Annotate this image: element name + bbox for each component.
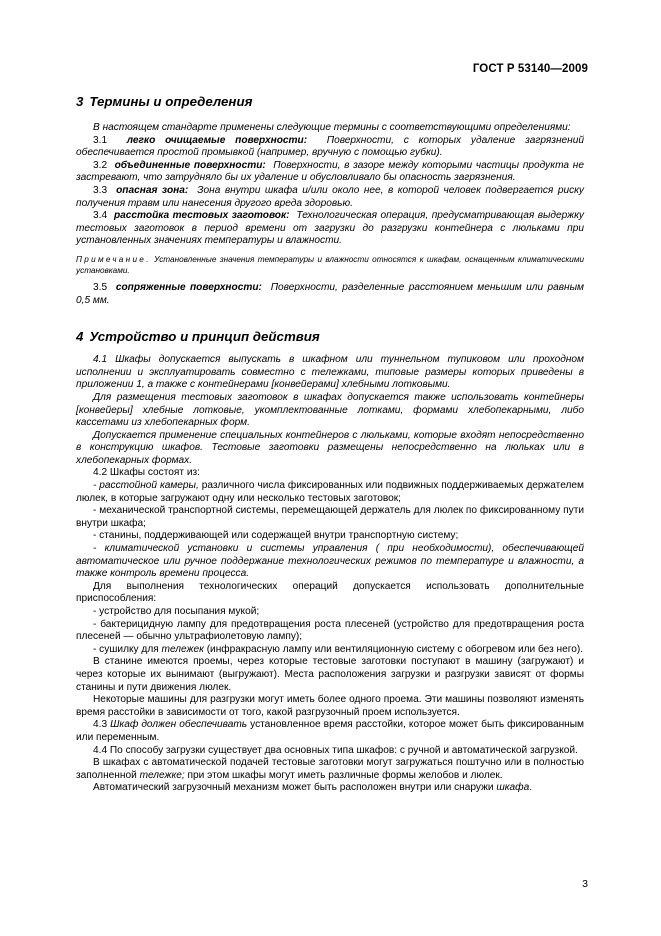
list-item: - бактерицидную лампу для предотвращения роста плесеней (устройство для предотвращения роста плесеней — обычно ультрафиолетовую лампу); bbox=[76, 618, 584, 643]
term-definition: Поверхности, с которых удаление загрязнений обеспечивается простой промывкой (например, вручную с помощью губки). bbox=[76, 134, 584, 159]
term-definition: Поверхности, разделенные расстоянием меньшим или равным 0,5 мм. bbox=[76, 281, 584, 306]
term-3-2 bbox=[76, 160, 584, 185]
term-number: 3.3 bbox=[93, 184, 108, 196]
paragraph-text: В шкафах с автоматической подачей тестовые заготовки могут загружаться поштучно или в полностью заполненной bbox=[76, 757, 584, 781]
paragraph-emphasis: Шкаф должен обеспечивать bbox=[110, 719, 248, 731]
paragraph-4-3 bbox=[76, 719, 584, 744]
paragraph: Некоторые машины для разгрузки могут иметь более одного проема. Эти машины позволяют изменять время расстойки в зависимости от того, какой разгрузочный проем используется. bbox=[76, 694, 584, 718]
paragraph-text: 4.3 bbox=[93, 719, 111, 731]
term-number: 3.2 bbox=[93, 159, 108, 171]
term-name: расстойка тестовых заготовок: bbox=[113, 210, 290, 222]
paragraph-4-4: 4.4 По способу загрузки существует два основных типа шкафов: с ручной и автоматической загрузкой. bbox=[93, 744, 578, 756]
list-item: - механической транспортной системы, перемещающей держатель для люлек по фиксированному пути внутри шкафа; bbox=[76, 505, 584, 529]
document-code: ГОСТ Р 53140—2009 bbox=[472, 63, 588, 75]
term-name: объединенные поверхности: bbox=[114, 159, 266, 171]
section-3-intro: В настоящем стандарте применены следующие термины с соответствующими определениями: bbox=[93, 122, 571, 133]
paragraph bbox=[76, 757, 584, 782]
section-3-heading bbox=[76, 94, 584, 110]
note bbox=[76, 254, 584, 276]
section-3-title: Термины и определения bbox=[89, 94, 253, 109]
note-text: Установленные значения температуры и влажности относятся к шкафам, оснащенным климатическими установками. bbox=[76, 254, 585, 275]
term-definition: Поверхности, в зазоре между которыми частицы продукта не застревают, что затрудняло бы их удаление и обусловливало бы опасность загрязнения. bbox=[76, 159, 584, 184]
section-3-number: 3 bbox=[76, 94, 84, 109]
section-4-title: Устройство и принцип действия bbox=[89, 329, 320, 345]
section-4-heading bbox=[76, 329, 584, 345]
paragraph: Для размещения тестовых заготовок в шкафах допускается также использовать контейнеры [конвейеры] хлебные лотковые, укомплектованные лотками, формами хлебопекарными, либо кассетами из хлебопекарных форм. bbox=[76, 391, 584, 429]
term-3-3 bbox=[76, 185, 584, 210]
paragraph-4-2: 4.2 Шкафы состоят из: bbox=[93, 467, 200, 479]
section-4-number: 4 bbox=[76, 329, 84, 345]
term-number: 3.1 bbox=[93, 134, 108, 146]
paragraph-text: Автоматический загрузочный механизм может быть расположен внутри или снаружи bbox=[93, 782, 497, 794]
term-definition: Технологическая операция, предусматривающая выдержку тестовых заготовок в период времени от загрузки до разгрузки контейнера с люльками при установленных значениях температуры и влажности. bbox=[76, 210, 584, 247]
list-item bbox=[76, 480, 584, 505]
list-item bbox=[76, 644, 584, 657]
list-item-emphasis: - расстойной камеры, bbox=[93, 480, 199, 492]
term-number: 3.5 bbox=[93, 281, 108, 293]
term-name: легко очищаемые поверхности: bbox=[126, 134, 308, 146]
term-3-5 bbox=[76, 282, 584, 307]
term-name: опасная зона: bbox=[116, 184, 189, 196]
paragraph: В станине имеются проемы, через которые тестовые заготовки поступают в машину (загружают) и через которые их вынимают (выгружают). Места расположения загрузки и разгрузки зависят от формы станины и пути движения люлек. bbox=[76, 656, 584, 693]
paragraph-emphasis: тележке; bbox=[139, 769, 185, 781]
list-item: - станины, поддерживающей или содержащей внутри транспортную систему; bbox=[93, 530, 459, 542]
term-3-1 bbox=[76, 135, 584, 160]
paragraph-text: установленное время расстойки, которое может быть фиксированным или переменным. bbox=[76, 719, 585, 743]
note-label: Примечание. bbox=[76, 254, 151, 264]
paragraph-text: при этом шкафы могут иметь различные формы желобов и люлек. bbox=[184, 769, 503, 781]
list-item-text: различного числа фиксированных или подвижных поддерживаемых держателем люлек, в которые загружают одну или несколько тестовых заготовок; bbox=[76, 480, 584, 504]
list-item: - климатической установки и системы управления ( при необходимости), обеспечивающей автоматическое или ручное поддержание технологических режимов по температуре и влажности, а также контроль времени процесса. bbox=[76, 543, 584, 580]
paragraph: Для выполнения технологических операций допускается использовать дополнительные приспособления: bbox=[76, 580, 584, 605]
page-number: 3 bbox=[582, 878, 588, 890]
list-item: - устройство для посыпания мукой; bbox=[93, 606, 260, 617]
list-item-text: - сушилку для bbox=[93, 643, 162, 655]
term-number: 3.4 bbox=[93, 210, 108, 222]
term-definition: Зона внутри шкафа и/или около нее, в которой человек подвергается риску получения травм или нанесения другого вреда здоровью. bbox=[76, 184, 584, 209]
paragraph bbox=[76, 782, 584, 795]
list-item-emphasis: тележек bbox=[161, 643, 204, 655]
list-item-text: (инфракрасную лампу или вентиляционную систему с обогревом или без него). bbox=[203, 643, 584, 655]
paragraph-text: . bbox=[529, 782, 533, 794]
paragraph-4-1: 4.1 Шкафы допускается выпускать в шкафном или туннельном тупиковом или проходном исполнении и эксплуатировать совместно с тележками, типовые размеры которых приведены в приложении 1, а также с контейнерами [конвейерами] хлебными лотковыми. bbox=[76, 354, 584, 391]
term-name: сопряженные поверхности: bbox=[115, 281, 262, 293]
document-body bbox=[76, 94, 584, 795]
paragraph: Допускается применение специальных контейнеров с люльками, которые входят непосредственно в конструкцию шкафов. Тестовые заготовки размещены непосредственно на люльках или в хлебопекарных формах. bbox=[76, 429, 584, 466]
paragraph-emphasis: шкафа bbox=[496, 782, 530, 794]
term-3-4 bbox=[76, 210, 584, 248]
